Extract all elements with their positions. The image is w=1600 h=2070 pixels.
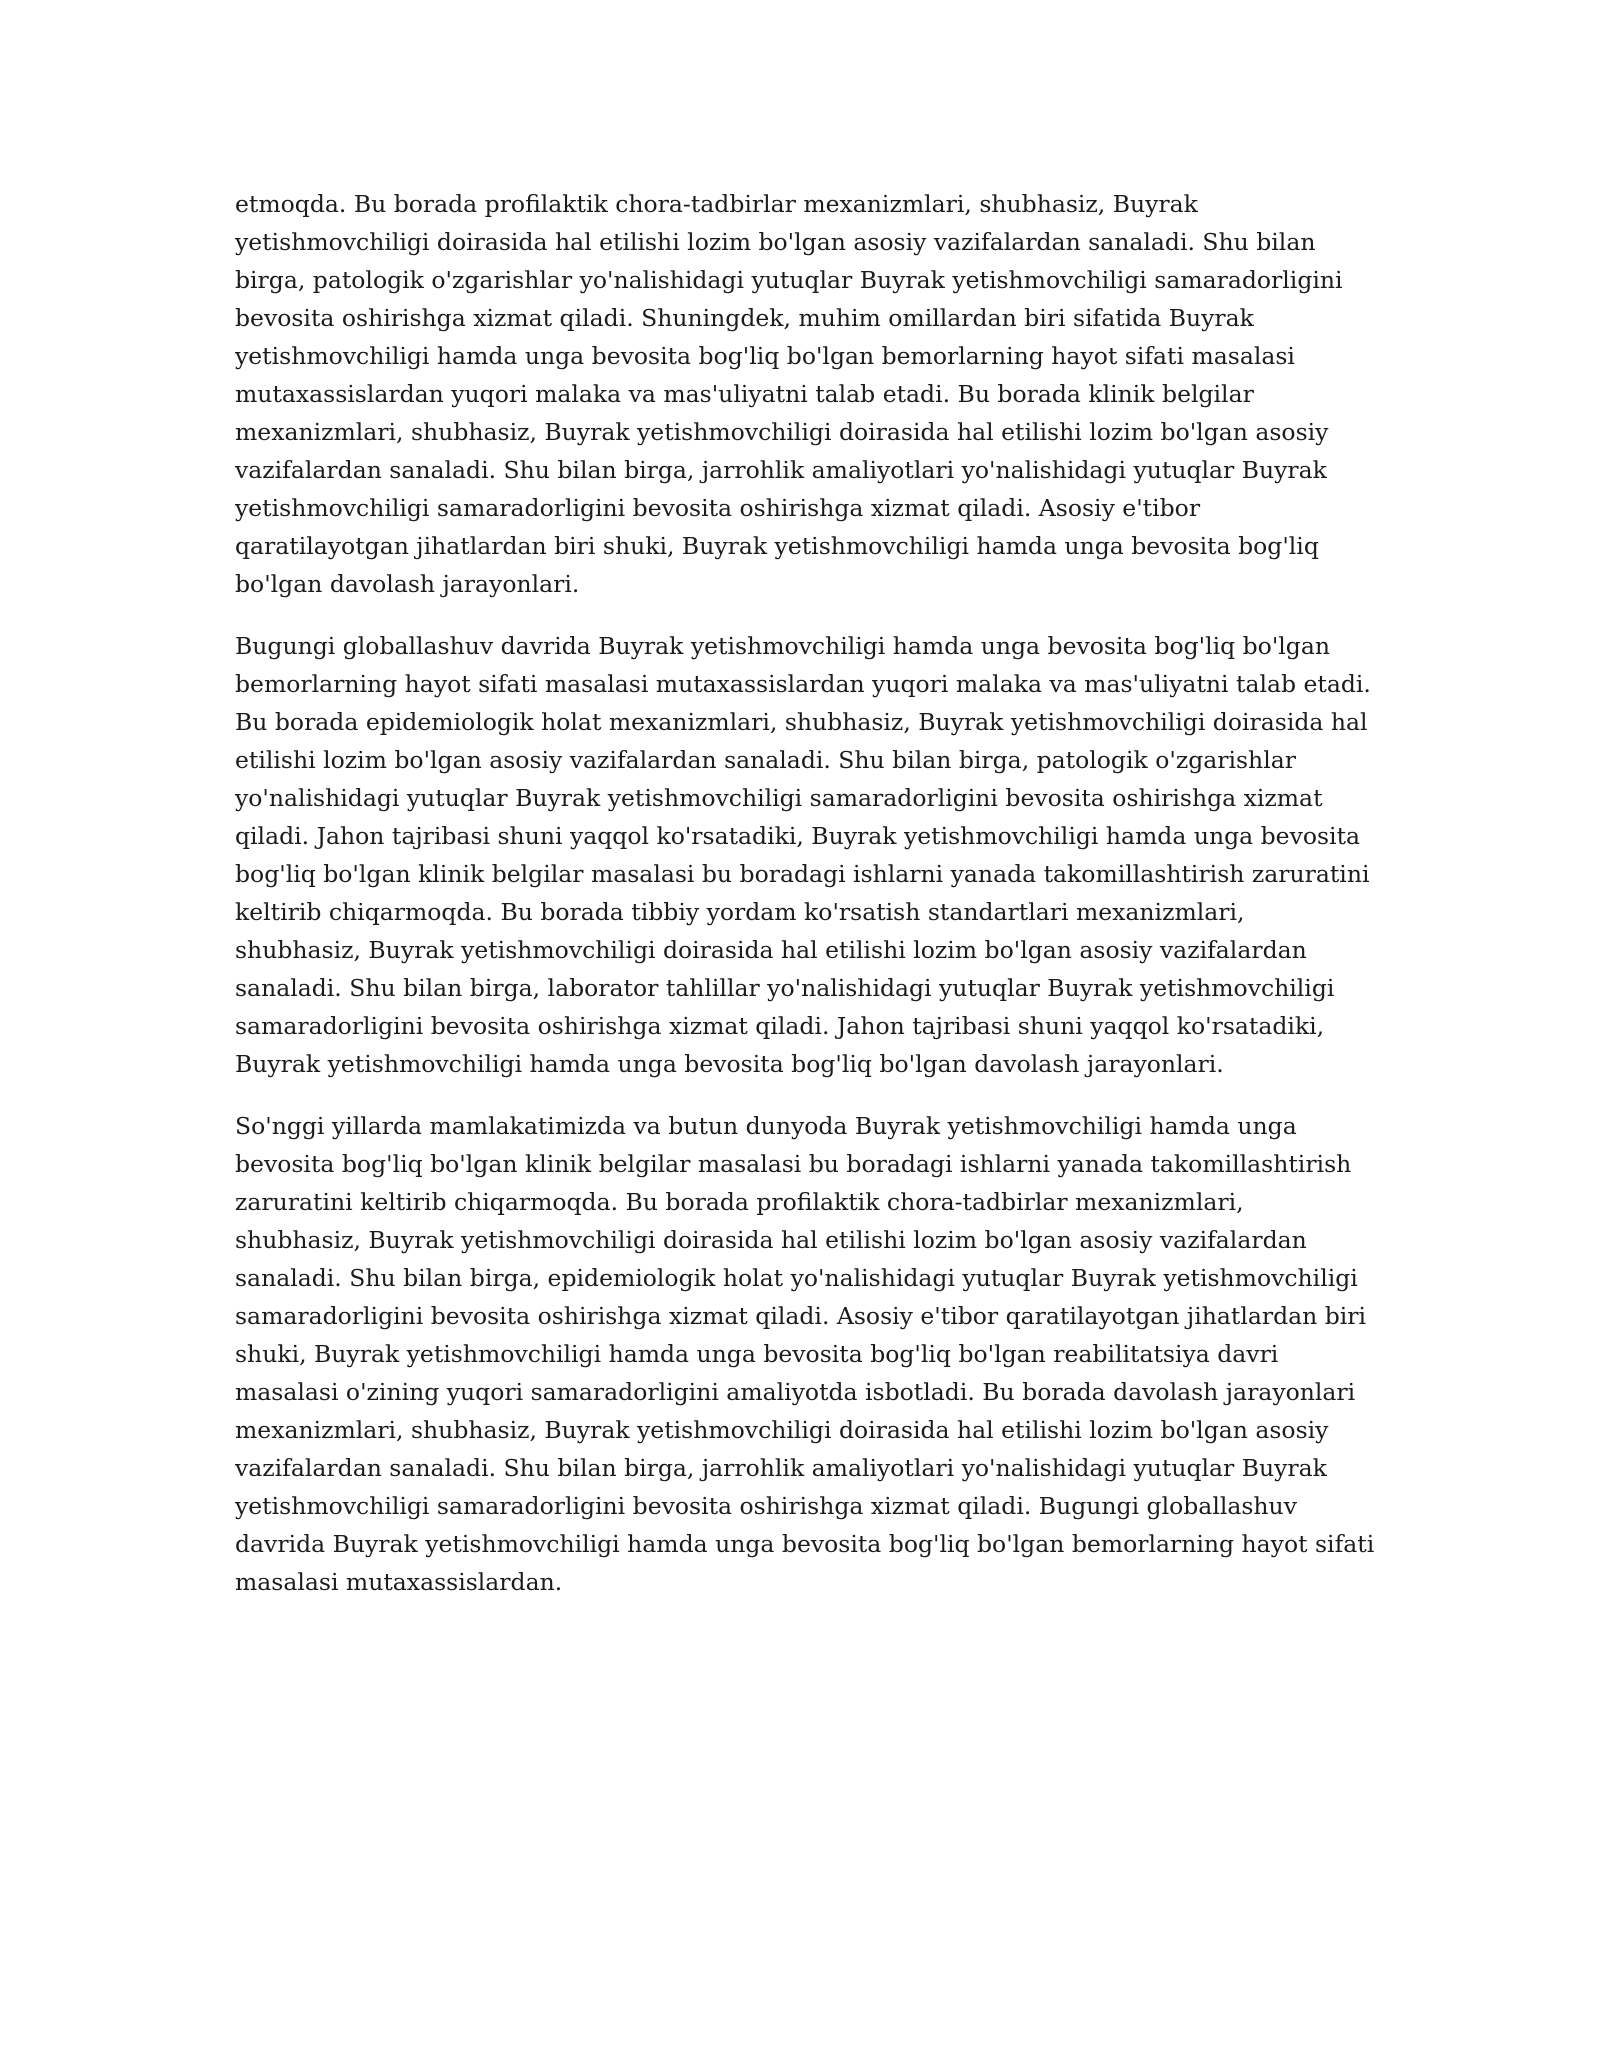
document-page [235,185,1375,1625]
paragraph-3: So'nggi yillarda mamlakatimizda va butun dunyoda Buyrak yetishmovchiligi hamda unga bevosita bog'liq bo'lgan klinik belgilar masalasi bu boradagi ishlarni yanada takomillashtirish zaruratini keltirib chiqarmoqda. Bu borada profilaktik chora-tadbirlar mexanizmlari, shubhasiz, Buyrak yetishmovchiligi doirasida hal etilishi lozim bo'lgan asosiy vazifalardan sanaladi. Shu bilan birga, epidemiologik holat yo'nalishidagi yutuqlar Buyrak yetishmovchiligi samaradorligini bevosita oshirishga xizmat qiladi. Asosiy e'tibor qaratilayotgan jihatlardan biri shuki, Buyrak yetishmovchiligi hamda unga bevosita bog'liq bo'lgan reabilitatsiya davri masalasi o'zining yuqori samaradorligini amaliyotda isbotladi. Bu borada davolash jarayonlari mexanizmlari, shubhasiz, Buyrak yetishmovchiligi doirasida hal etilishi lozim bo'lgan asosiy vazifalardan sanaladi. Shu bilan birga, jarrohlik amaliyotlari yo'nalishidagi yutuqlar Buyrak yetishmovchiligi samaradorligini bevosita oshirishga xizmat qiladi. Bugungi globallashuv davrida Buyrak yetishmovchiligi hamda unga bevosita bog'liq bo'lgan bemorlarning hayot sifati masalasi mutaxassislardan. [235,1112,1375,1596]
paragraph-1: etmoqda. Bu borada profilaktik chora-tadbirlar mexanizmlari, shubhasiz, Buyrak yetishmovchiligi doirasida hal etilishi lozim bo'lgan asosiy vazifalardan sanaladi. Shu bilan birga, patologik o'zgarishlar yo'nalishidagi yutuqlar Buyrak yetishmovchiligi samaradorligini bevosita oshirishga xizmat qiladi. Shuningdek, muhim omillardan biri sifatida Buyrak yetishmovchiligi hamda unga bevosita bog'liq bo'lgan bemorlarning hayot sifati masalasi mutaxassislardan yuqori malaka va mas'uliyatni talab etadi. Bu borada klinik belgilar mexanizmlari, shubhasiz, Buyrak yetishmovchiligi doirasida hal etilishi lozim bo'lgan asosiy vazifalardan sanaladi. Shu bilan birga, jarrohlik amaliyotlari yo'nalishidagi yutuqlar Buyrak yetishmovchiligi samaradorligini bevosita oshirishga xizmat qiladi. Asosiy e'tibor qaratilayotgan jihatlardan biri shuki, Buyrak yetishmovchiligi hamda unga bevosita bog'liq bo'lgan davolash jarayonlari. [235,190,1343,598]
paragraph-2: Bugungi globallashuv davrida Buyrak yetishmovchiligi hamda unga bevosita bog'liq bo'lgan bemorlarning hayot sifati masalasi mutaxassislardan yuqori malaka va mas'uliyatni talab etadi. Bu borada epidemiologik holat mexanizmlari, shubhasiz, Buyrak yetishmovchiligi doirasida hal etilishi lozim bo'lgan asosiy vazifalardan sanaladi. Shu bilan birga, patologik o'zgarishlar yo'nalishidagi yutuqlar Buyrak yetishmovchiligi samaradorligini bevosita oshirishga xizmat qiladi. Jahon tajribasi shuni yaqqol ko'rsatadiki, Buyrak yetishmovchiligi hamda unga bevosita bog'liq bo'lgan klinik belgilar masalasi bu boradagi ishlarni yanada takomillashtirish zaruratini keltirib chiqarmoqda. Bu borada tibbiy yordam ko'rsatish standartlari mexanizmlari, shubhasiz, Buyrak yetishmovchiligi doirasida hal etilishi lozim bo'lgan asosiy vazifalardan sanaladi. Shu bilan birga, laborator tahlillar yo'nalishidagi yutuqlar Buyrak yetishmovchiligi samaradorligini bevosita oshirishga xizmat qiladi. Jahon tajribasi shuni yaqqol ko'rsatadiki, Buyrak yetishmovchiligi hamda unga bevosita bog'liq bo'lgan davolash jarayonlari. [235,632,1371,1078]
